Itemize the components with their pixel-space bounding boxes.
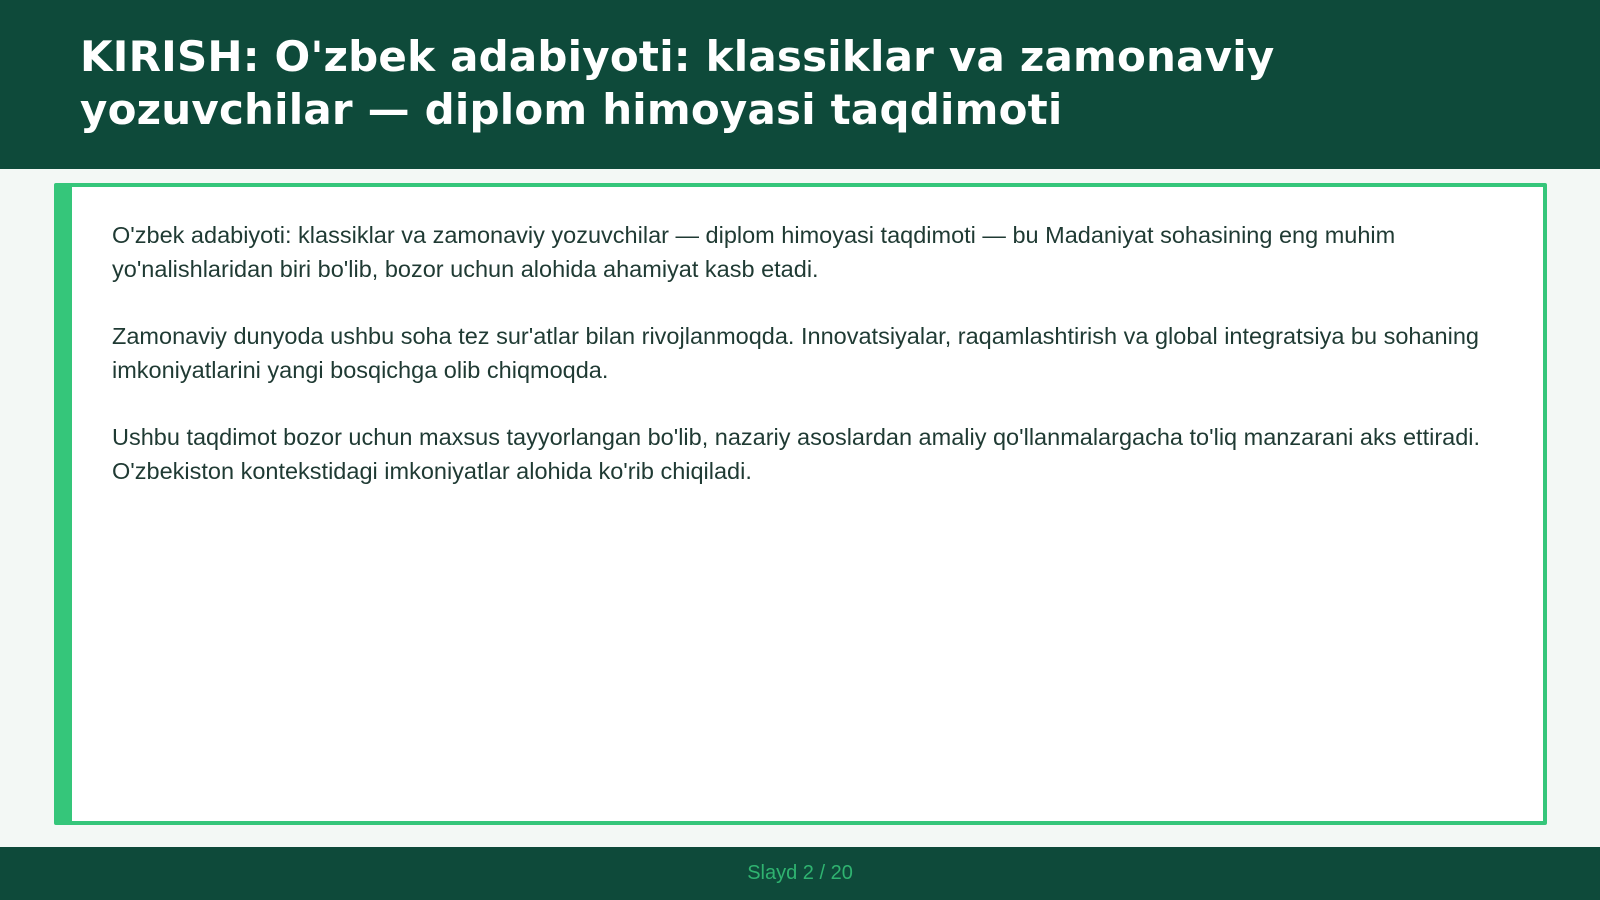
content-card bbox=[54, 183, 1547, 825]
slide-title: KIRISH: O'zbek adabiyoti: klassiklar va zamonaviy yozuvchilar — diplom himoyasi taqdimoti bbox=[80, 32, 1275, 134]
intro-paragraph-3: Ushbu taqdimot bozor uchun maxsus tayyorlangan bo'lib, nazariy asoslardan amaliy qo'llanmalargacha to'liq manzarani aks ettiradi. O'zbekiston kontekstidagi imkoniyatlar alohida ko'rib chiqiladi. bbox=[112, 424, 1481, 484]
slide-header bbox=[0, 0, 1600, 169]
slide-counter: Slayd 2 / 20 bbox=[747, 862, 853, 884]
slide-footer bbox=[0, 847, 1600, 900]
intro-paragraph-1: O'zbek adabiyoti: klassiklar va zamonaviy yozuvchilar — diplom himoyasi taqdimoti — bu Madaniyat sohasining eng muhim yo'nalishlaridan biri bo'lib, bozor uchun alohida ahamiyat kasb etadi. bbox=[112, 222, 1396, 282]
intro-paragraph-2: Zamonaviy dunyoda ushbu soha tez sur'atlar bilan rivojlanmoqda. Innovatsiyalar, raqamlashtirish va global integratsiya bu sohaning imkoniyatlarini yangi bosqichga olib chiqmoqda. bbox=[112, 323, 1479, 383]
